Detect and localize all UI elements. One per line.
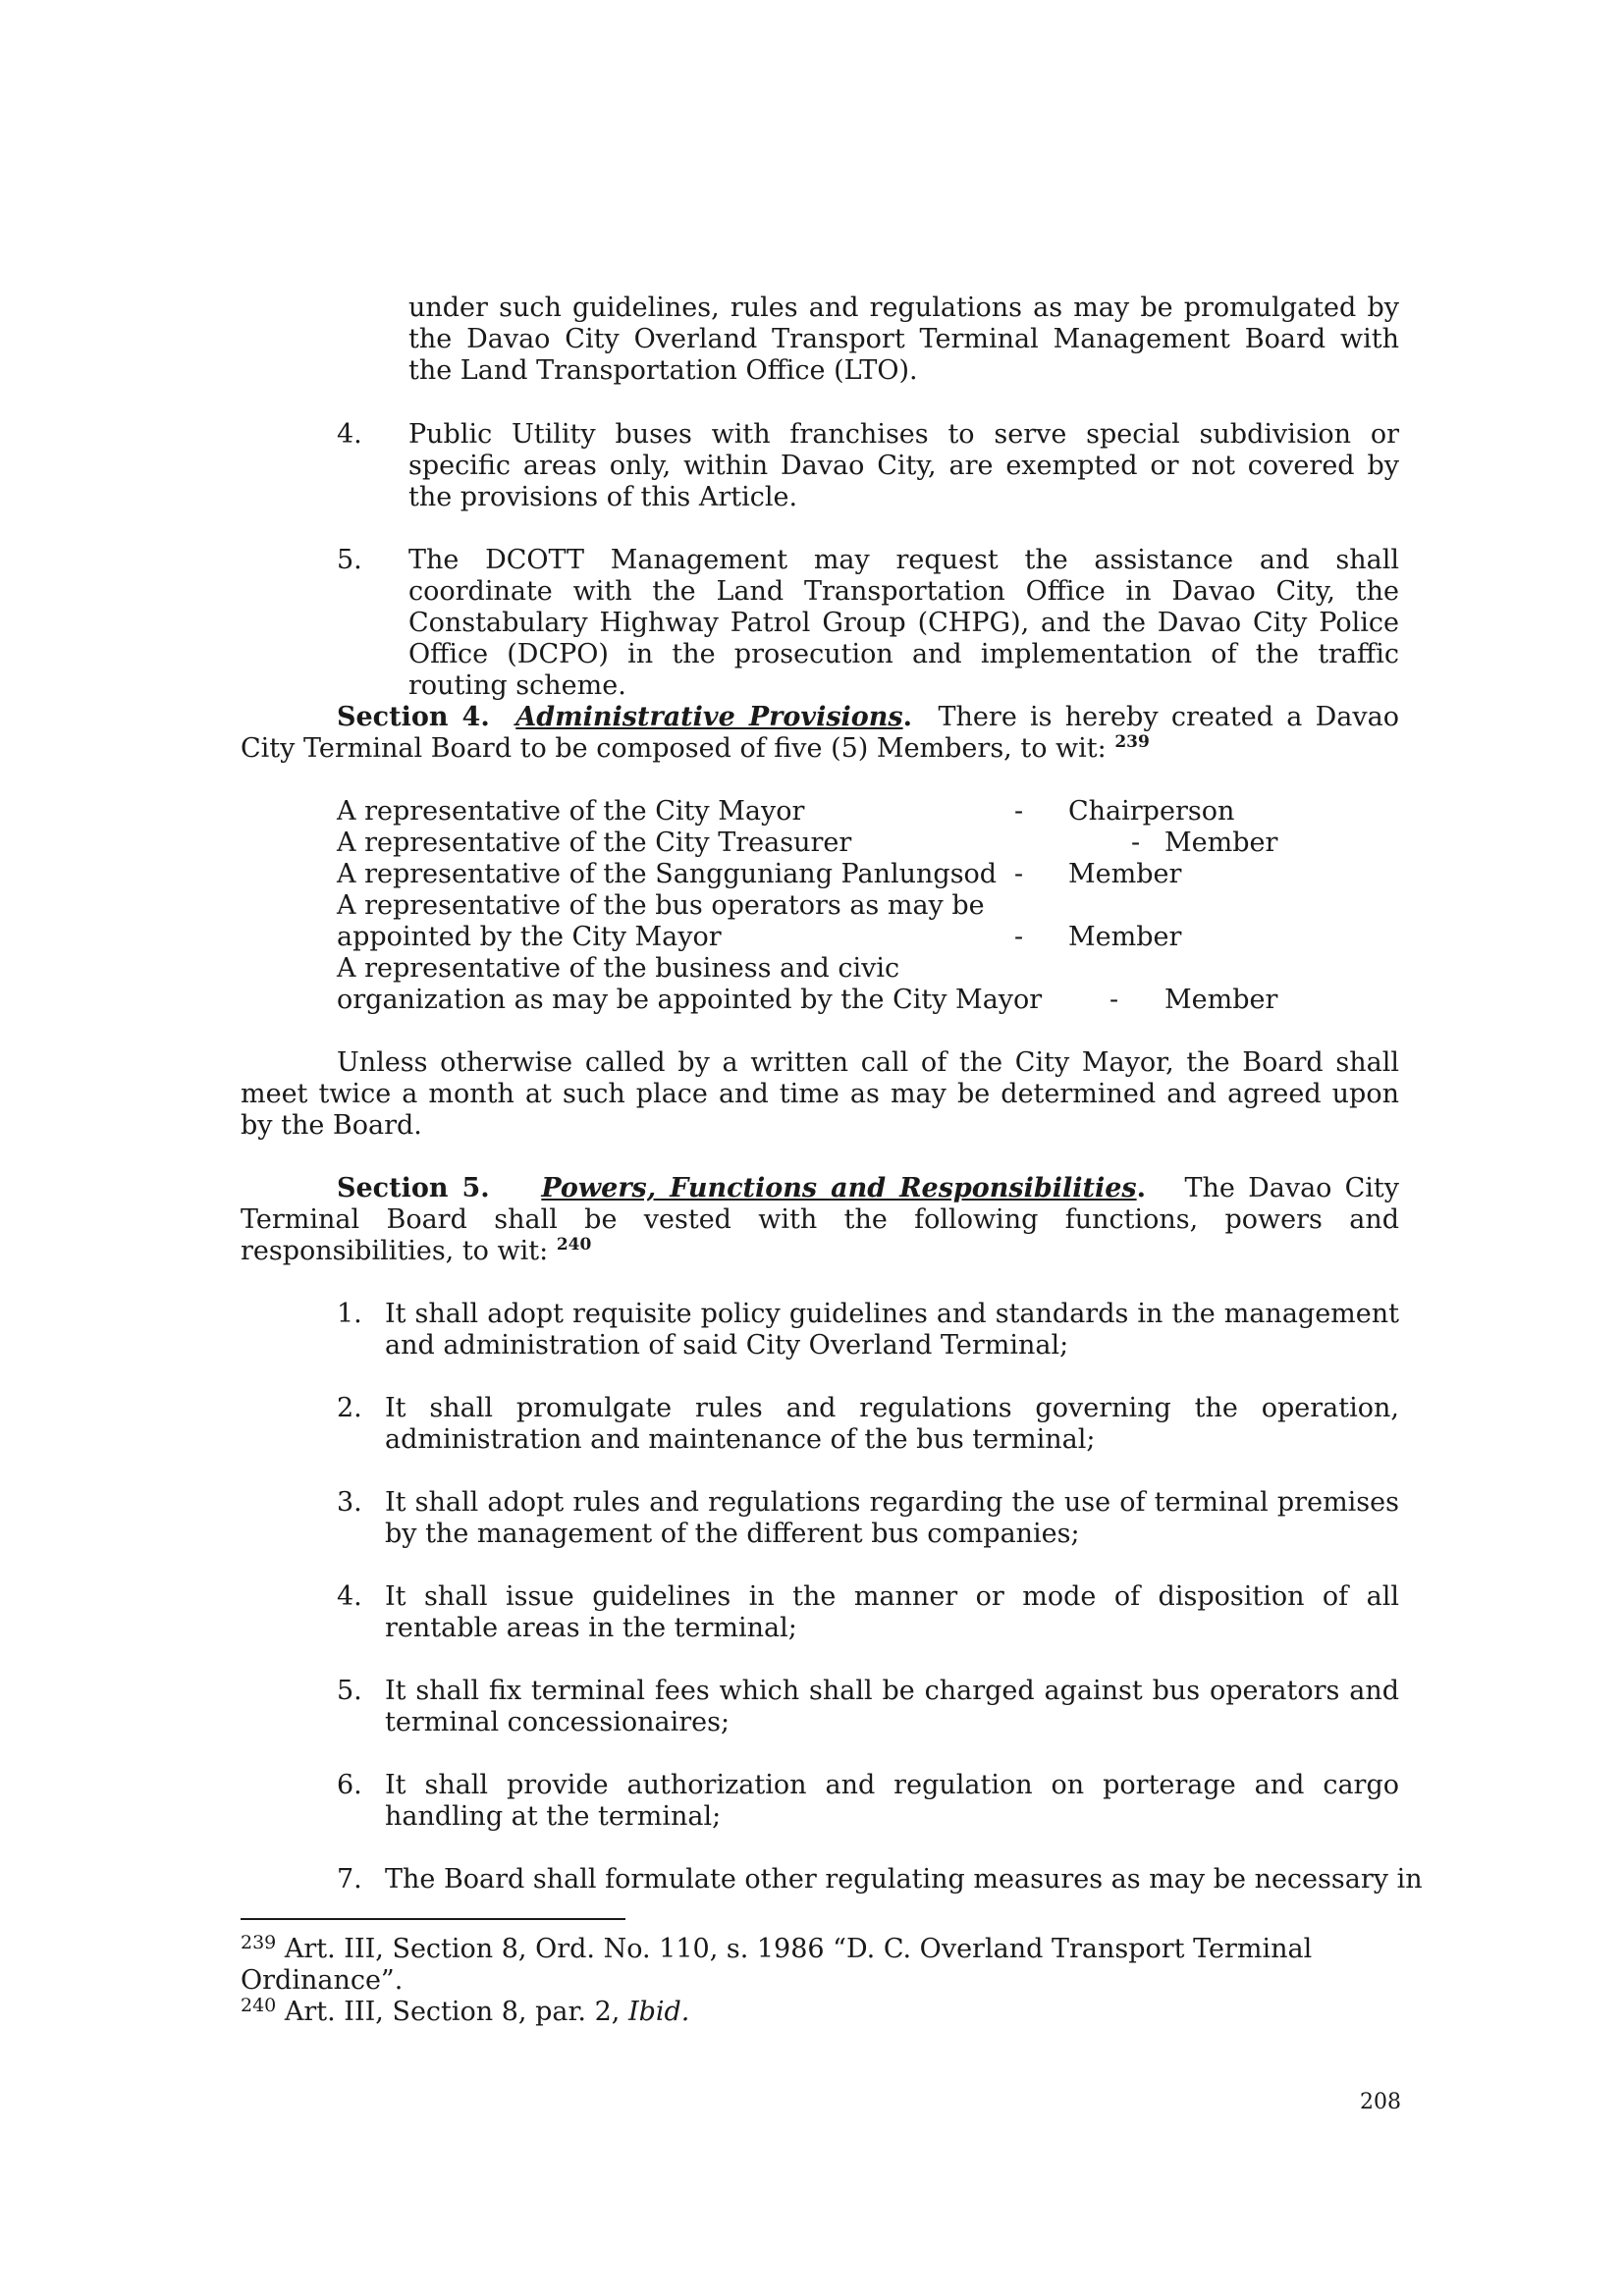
function-item: It shall provide authorization and regulation on porterage and cargo handling at the terminal; (385, 1770, 1399, 1832)
member-role: Member (1164, 985, 1278, 1015)
section-label: Section 5. (337, 1173, 490, 1203)
list-item-number: 5. (337, 545, 362, 575)
list-item-number: 4. (337, 419, 362, 450)
section-text: There is hereby created a Davao City Terminal Board to be composed of five (5) Members, to wit: (241, 702, 1399, 764)
list-item: The DCOTT Management may request the assistance and shall coordinate with the Land Transportation Office in Davao City, the Constabulary Highway Patrol Group (CHPG), and the Davao City Police Office (DCPO) in the prosecution and implementation of the traffic routing scheme. (408, 545, 1399, 701)
function-number: 3. (337, 1487, 362, 1518)
member-row: A representative of the City Treasurer (337, 828, 852, 858)
function-number: 2. (337, 1393, 362, 1423)
function-number: 1. (337, 1299, 362, 1329)
function-number: 7. (337, 1864, 362, 1895)
function-item: It shall adopt rules and regulations regarding the use of terminal premises by the management of the different bus companies; (385, 1487, 1399, 1549)
section-title: Administrative Provisions (515, 702, 903, 732)
footnote-number: 240 (241, 1995, 277, 2016)
function-item: It shall promulgate rules and regulations governing the operation, administration and maintenance of the bus terminal; (385, 1393, 1399, 1455)
member-row: A representative of the City Mayor (337, 796, 805, 827)
member-role: Member (1164, 828, 1278, 858)
member-role: Member (1068, 859, 1182, 889)
function-item: It shall fix terminal fees which shall be charged against bus operators and terminal concessionaires; (385, 1676, 1399, 1737)
page-number: 208 (1360, 2090, 1401, 2114)
function-item: The Board shall formulate other regulating measures as may be necessary in (385, 1864, 1423, 1895)
function-item: It shall adopt requisite policy guidelines and standards in the management and administration of said City Overland Terminal; (385, 1299, 1399, 1361)
list-item: Public Utility buses with franchises to serve special subdivision or specific areas only, within Davao City, are exempted or not covered by the provisions of this Article. (408, 419, 1399, 512)
function-number: 4. (337, 1581, 362, 1612)
member-row: A representative of the Sangguniang Panlungsod (337, 859, 998, 889)
continuation-paragraph: under such guidelines, rules and regulations as may be promulgated by the Davao City Overland Transport Terminal Management Board with the Land Transportation Office (LTO). (408, 293, 1399, 386)
member-row-continued: organization as may be appointed by the City Mayor (337, 985, 1043, 1015)
footnote: $^{239}$ Art. III, Section 8, Ord. No. 110, s. 1986 “D. C. Overland Transport Terminal Ordinance”. (241, 1932, 1313, 1996)
member-role: Member (1068, 922, 1182, 952)
section-4-paragraph: Section 4. Administrative Provisions. There is hereby created a Davao City Terminal Board to be composed of five (5) Members, to wit: $^{239}$ (241, 702, 1399, 764)
dash: - (1014, 922, 1024, 952)
member-row-continued: appointed by the City Mayor (337, 922, 722, 952)
section-label: Section 4. (337, 702, 490, 732)
dash: - (1131, 828, 1141, 858)
dash: - (1014, 859, 1024, 889)
footnote-number: 239 (241, 1932, 277, 1953)
function-item: It shall issue guidelines in the manner or mode of disposition of all rentable areas in the terminal; (385, 1581, 1399, 1643)
section-5-paragraph: Section 5. Powers, Functions and Responsibilities. The Davao City Terminal Board shall be vested with the following functions, powers and responsibilities, to wit: $^{240}$ (241, 1173, 1399, 1266)
footnote: $^{240}$ Art. III, Section 8, par. 2, Ibid. (241, 1995, 690, 2027)
footnote-ref: 240 (556, 1235, 592, 1255)
member-role: Chairperson (1068, 796, 1235, 827)
footnote-ref: 239 (1114, 732, 1150, 752)
footnote-divider (241, 1918, 625, 1920)
meeting-paragraph: Unless otherwise called by a written call of the City Mayor, the Board shall meet twice a month at such place and time as may be determined and agreed upon by the Board. (241, 1047, 1399, 1141)
function-number: 6. (337, 1770, 362, 1800)
member-row: A representative of the bus operators as may be (337, 890, 985, 921)
section-text: The Davao City Terminal Board shall be vested with the following functions, powers and responsibilities, to wit: (241, 1173, 1399, 1266)
section-title: Powers, Functions and Responsibilities (541, 1173, 1137, 1203)
dash: - (1109, 985, 1119, 1015)
function-number: 5. (337, 1676, 362, 1706)
dash: - (1014, 796, 1024, 827)
member-row: A representative of the business and civic (337, 953, 900, 984)
